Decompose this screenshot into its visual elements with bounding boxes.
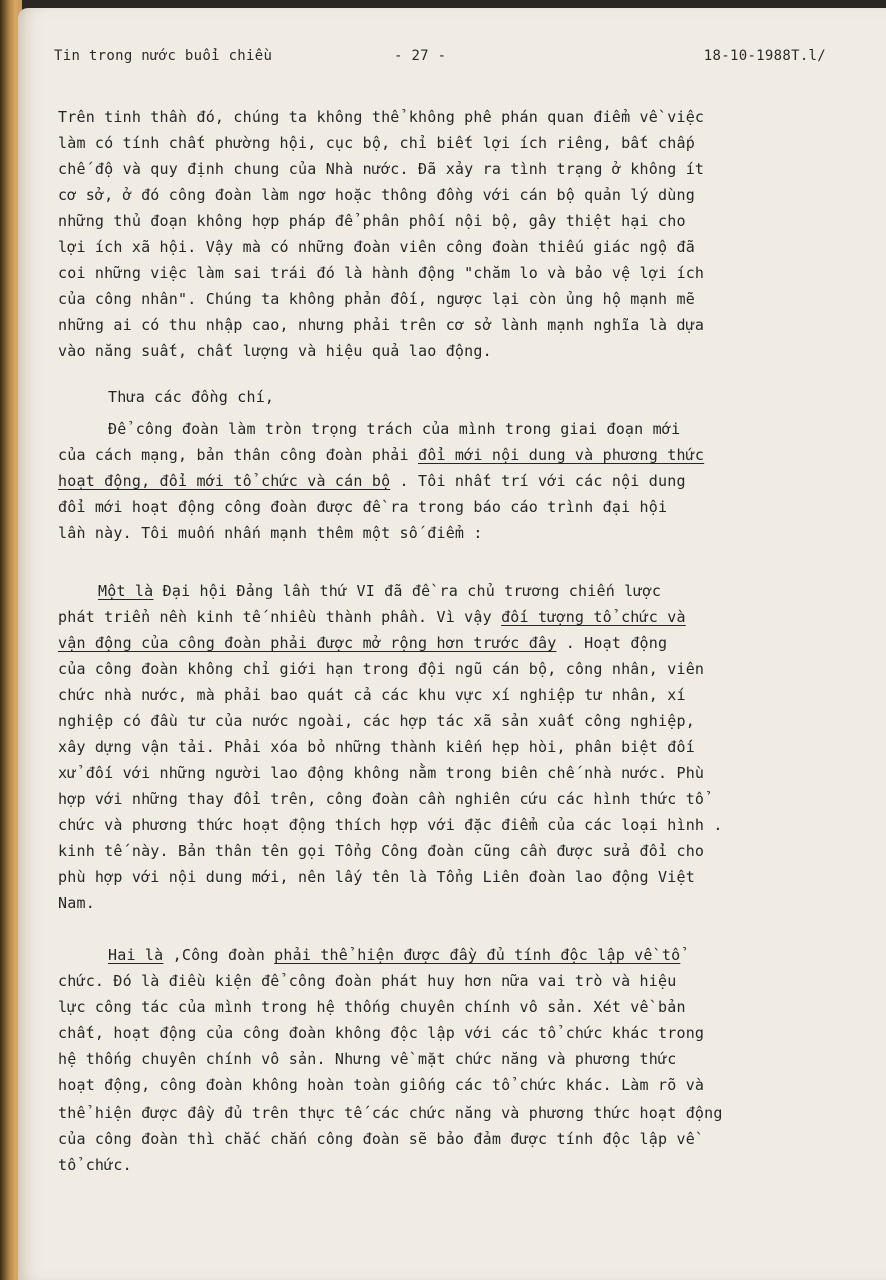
line-text: nghiệp có đầu tư của nước ngoài, các hợp tác xã sản xuất công nghiệp, <box>58 712 695 730</box>
text-line <box>58 212 686 230</box>
text-line <box>58 712 695 730</box>
text-line <box>58 738 695 756</box>
document-page <box>18 8 886 1280</box>
line-text: tổ chức. <box>58 1156 132 1174</box>
text-line <box>58 1024 704 1042</box>
text-line <box>58 316 704 334</box>
line-text: xử đối với những người lao động không nằm trong biên chế nhà nước. Phù <box>58 764 705 782</box>
page-header <box>54 48 826 74</box>
text-line <box>58 238 695 256</box>
underlined-text: phải thể hiện được đầy đủ tính độc lập về tổ <box>274 946 681 964</box>
text-line <box>98 582 661 600</box>
line-text: xây dựng vận tải. Phải xóa bỏ những thành kiến hẹp hòi, phân biệt đối <box>58 738 695 756</box>
text-line <box>58 816 723 834</box>
text-line <box>58 1104 723 1122</box>
line-text: chức. Đó là điều kiện để công đoàn phát huy hơn nữa vai trò và hiệu <box>58 972 677 990</box>
text-line <box>58 498 667 516</box>
text-line <box>58 290 695 308</box>
line-text: lực công tác của mình trong hệ thống chuyên chính vô sản. Xét về bản <box>58 998 686 1016</box>
line-text: Nam. <box>58 894 95 912</box>
line-text: chức nhà nước, mà phải bao quát cả các khu vực xí nghiệp tư nhân, xí <box>58 686 686 704</box>
text-line <box>58 764 704 782</box>
line-text: chức và phương thức hoạt động thích hợp với đặc điểm của các loại hình . <box>58 816 723 834</box>
line-text: Trên tinh thần đó, chúng ta không thể không phê phán quan điểm về việc <box>58 108 705 126</box>
line-text: những ai có thu nhập cao, nhưng phải trên cơ sở lành mạnh nghĩa là dựa <box>58 316 705 334</box>
text-line <box>58 894 95 912</box>
text-line <box>58 972 676 990</box>
line-text: kinh tế này. Bản thân tên gọi Tổng Công đoàn cũng cần được sửa đổi cho <box>58 842 705 860</box>
line-text: hoạt động, công đoàn không hoàn toàn giống các tổ chức khác. Làm rõ và <box>58 1076 705 1094</box>
line-text: Để công đoàn làm tròn trọng trách của mình trong giai đoạn mới <box>108 420 681 438</box>
line-text: những thủ đoạn không hợp pháp để phân phối nội bộ, gây thiệt hại cho <box>58 212 686 230</box>
text-line <box>58 342 492 360</box>
text-line <box>58 686 686 704</box>
line-text: làm có tính chất phường hội, cục bộ, chỉ biết lợi ích riêng, bất chấp <box>58 134 695 152</box>
text-line <box>58 660 704 678</box>
underlined-text: Một là <box>98 582 154 600</box>
line-text: của cách mạng, bản thân công đoàn phải <box>58 446 418 464</box>
underlined-text: đối tượng tổ chức và <box>501 608 686 626</box>
line-text: Đại hội Đảng lần thứ VI đã đề ra chủ trương chiến lược <box>153 582 662 600</box>
text-line <box>58 446 704 464</box>
text-line <box>58 524 483 542</box>
page-number: - 27 - <box>394 48 447 64</box>
line-text: lần này. Tôi muốn nhấn mạnh thêm một số điểm : <box>58 524 483 542</box>
line-text: chất, hoạt động của công đoàn không độc lập với các tổ chức khác trong <box>58 1024 705 1042</box>
text-line <box>58 160 704 178</box>
line-text: ,Công đoàn <box>163 946 275 964</box>
text-line <box>58 634 667 652</box>
line-text: cơ sở, ở đó công đoàn làm ngơ hoặc thông đồng với cán bộ quản lý dùng <box>58 186 695 204</box>
line-text: phù hợp với nội dung mới, nên lấy tên là Tổng Liên đoàn lao động Việt <box>58 868 695 886</box>
line-text: hợp với những thay đổi trên, công đoàn cần nghiên cứu các hình thức tổ <box>58 790 705 808</box>
text-line <box>58 608 686 626</box>
underlined-text: vận động của công đoàn phải được mở rộng hơn trước đây <box>58 634 557 652</box>
line-text: thể hiện được đầy đủ trên thực tế các chức năng và phương thức hoạt động <box>58 1104 723 1122</box>
text-line <box>58 1156 132 1174</box>
line-text: lợi ích xã hội. Vậy mà có những đoàn viên công đoàn thiếu giác ngộ đã <box>58 238 695 256</box>
line-text: của công đoàn không chỉ giới hạn trong đội ngũ cán bộ, công nhân, viên <box>58 660 705 678</box>
text-line <box>58 868 695 886</box>
header-date: 18-10-1988T.l/ <box>703 48 826 64</box>
underlined-text: hoạt động, đổi mới tổ chức và cán bộ <box>58 472 391 490</box>
text-line <box>58 186 695 204</box>
text-line <box>58 1130 695 1148</box>
text-line <box>58 842 704 860</box>
text-line <box>108 388 274 406</box>
text-line <box>108 946 680 964</box>
text-line <box>108 420 680 438</box>
text-line <box>58 472 686 490</box>
underlined-text: đổi mới nội dung và phương thức <box>418 446 705 464</box>
text-line <box>58 790 704 808</box>
line-text: . Hoạt động <box>556 634 668 652</box>
text-line <box>58 1050 676 1068</box>
line-text: coi những việc làm sai trái đó là hành động "chăm lo và bảo vệ lợi ích <box>58 264 705 282</box>
text-line <box>58 998 686 1016</box>
line-text: . Tôi nhất trí với các nội dung <box>390 472 686 490</box>
line-text: Thưa các đồng chí, <box>108 388 275 406</box>
text-line <box>58 1076 704 1094</box>
underlined-text: Hai là <box>108 946 164 964</box>
text-line <box>58 264 704 282</box>
header-source: Tin trong nước buổi chiều <box>54 48 273 64</box>
line-text: đổi mới hoạt động công đoàn được đề ra trong báo cáo trình đại hội <box>58 498 668 516</box>
line-text: của công nhân". Chúng ta không phản đối, ngược lại còn ủng hộ mạnh mẽ <box>58 290 695 308</box>
line-text: phát triển nền kinh tế nhiều thành phần. Vì vậy <box>58 608 502 626</box>
line-text: hệ thống chuyên chính vô sản. Nhưng về mặt chức năng và phương thức <box>58 1050 677 1068</box>
text-line <box>58 108 704 126</box>
text-line <box>58 134 695 152</box>
line-text: của công đoàn thì chắc chắn công đoàn sẽ bảo đảm được tính độc lập về <box>58 1130 695 1148</box>
line-text: vào năng suất, chất lượng và hiệu quả lao động. <box>58 342 492 360</box>
line-text: chế độ và quy định chung của Nhà nước. Đã xảy ra tình trạng ở không ít <box>58 160 705 178</box>
